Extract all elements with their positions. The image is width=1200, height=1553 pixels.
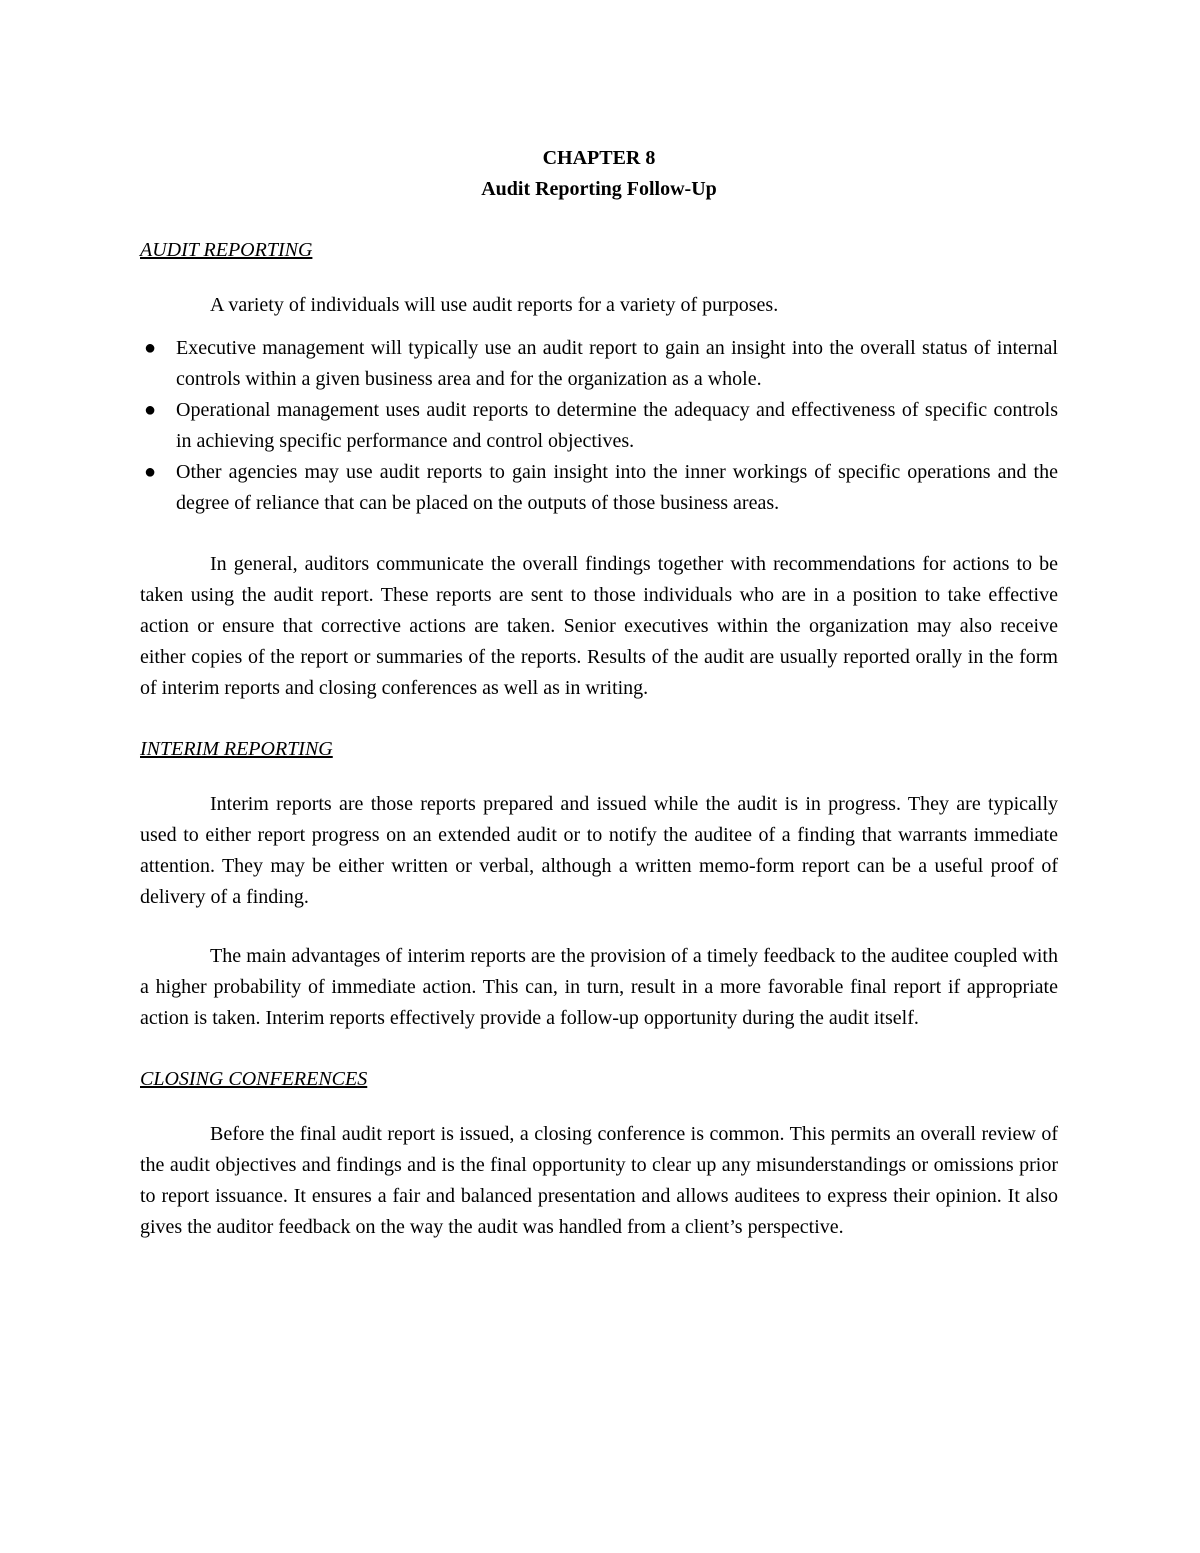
list-item-text: Other agencies may use audit reports to gain insight into the inner workings of specific operations and the degree of reliance that can be placed on the outputs of those business areas. bbox=[176, 461, 1058, 514]
interim-reporting-paragraph-1: Interim reports are those reports prepared and issued while the audit is in progress. They are typically used to either report progress on an extended audit or to notify the auditee of a finding that warrants immediate attention. They may be either written or verbal, although a written memo-form report can be a useful proof of delivery of a finding. bbox=[140, 793, 1058, 908]
bullet-icon: ● bbox=[143, 399, 157, 421]
bullet-icon: ● bbox=[143, 337, 157, 359]
list-item bbox=[140, 457, 1058, 519]
bullet-icon: ● bbox=[143, 461, 157, 483]
list-item-text: Operational management uses audit reports to determine the adequacy and effectiveness of specific controls in achieving specific performance and control objectives. bbox=[176, 399, 1058, 452]
audit-reporting-paragraph: In general, auditors communicate the overall findings together with recommendations for actions to be taken using the audit report. These reports are sent to those individuals who are in a position to take effective action or ensure that corrective actions are taken. Senior executives within the organization may also receive either copies of the report or summaries of the reports. Results of the audit are usually reported orally in the form of interim reports and closing conferences as well as in writing. bbox=[140, 553, 1058, 699]
section-heading-interim-reporting: INTERIM REPORTING bbox=[140, 738, 333, 760]
chapter-title: Audit Reporting Follow-Up bbox=[481, 178, 717, 200]
list-item-text: Executive management will typically use an audit report to gain an insight into the overall status of internal controls within a given business area and for the organization as a whole. bbox=[176, 337, 1058, 390]
list-item bbox=[140, 333, 1058, 395]
chapter-number: CHAPTER 8 bbox=[542, 147, 656, 169]
audit-reporting-intro: A variety of individuals will use audit reports for a variety of purposes. bbox=[210, 294, 779, 316]
section-heading-audit-reporting: AUDIT REPORTING bbox=[140, 239, 313, 261]
audit-report-users-list bbox=[140, 333, 1058, 519]
interim-reporting-paragraph-2: The main advantages of interim reports are the provision of a timely feedback to the auditee coupled with a higher probability of immediate action. This can, in turn, result in a more favorable final report if appropriate action is taken. Interim reports effectively provide a follow-up opportunity during the audit itself. bbox=[140, 945, 1058, 1029]
list-item bbox=[140, 395, 1058, 457]
closing-conferences-paragraph: Before the final audit report is issued, a closing conference is common. This permits an overall review of the audit objectives and findings and is the final opportunity to clear up any misunderstandings or omissions prior to report issuance. It ensures a fair and balanced presentation and allows auditees to express their opinion. It also gives the auditor feedback on the way the audit was handled from a client’s perspective. bbox=[140, 1123, 1058, 1238]
section-heading-closing-conferences: CLOSING CONFERENCES bbox=[140, 1068, 368, 1090]
document-page bbox=[140, 140, 1058, 1273]
